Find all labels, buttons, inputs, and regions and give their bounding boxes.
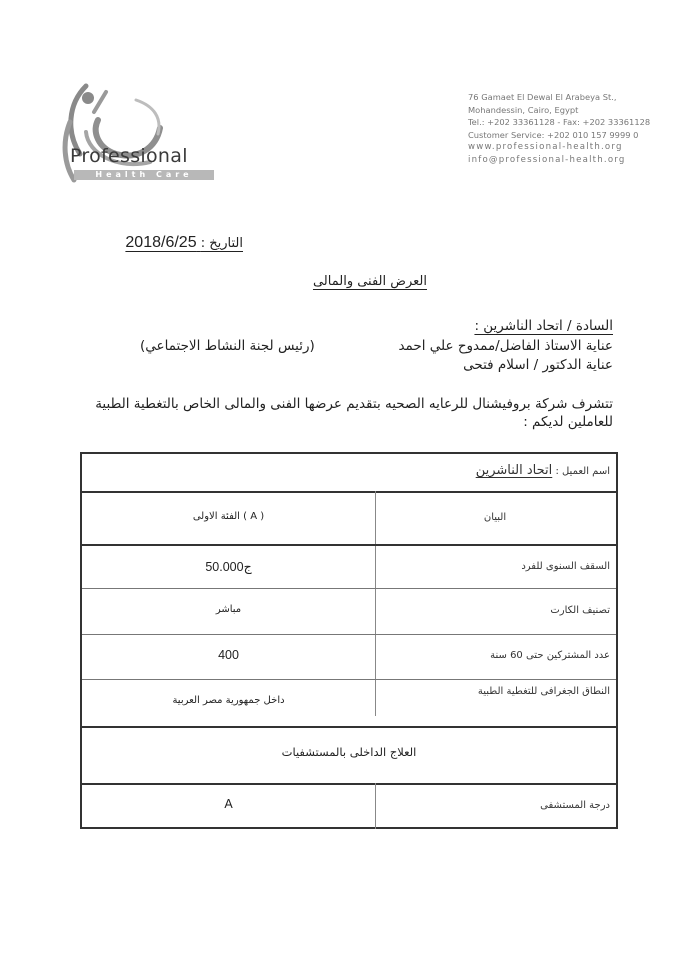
row-label-hospital-grade: درجة المستشفى <box>540 800 610 811</box>
intro-paragraph-line-2: للعاملين لديكم : <box>523 414 613 430</box>
date-value: 2018/6/25 <box>125 234 197 251</box>
header-item-label: البيان <box>483 512 507 523</box>
address-line-1: 76 Gamaet El Dewal El Arabeya St., <box>468 92 617 102</box>
row-divider <box>82 544 616 546</box>
row-value-subscribers: 400 <box>218 648 239 662</box>
offer-table <box>80 452 618 829</box>
addressee-person-1-role: (رئيس لجنة النشاط الاجتماعي) <box>140 338 315 354</box>
page-title: العرض الفنى والمالى <box>312 274 427 289</box>
row-divider <box>82 491 616 493</box>
row-label-geographic-scope: النطاق الجغرافى للتغطية الطبية <box>477 686 610 697</box>
client-name-cell <box>476 463 610 478</box>
email-link[interactable]: info@professional-health.org <box>468 154 626 165</box>
date-label: التاريخ : <box>200 236 243 251</box>
website-link[interactable]: www.professional-health.org <box>468 142 623 153</box>
addressee-line: السادة / اتحاد الناشرين : <box>474 318 613 334</box>
contact-block <box>468 91 698 167</box>
row-label-annual-cap: السقف السنوى للفرد <box>521 561 610 572</box>
row-divider <box>82 783 616 785</box>
row-label-card-type: تصنيف الكارت <box>550 605 610 616</box>
column-divider <box>375 783 376 829</box>
logo-wordmark: Professional <box>70 145 188 167</box>
row-divider <box>82 679 616 680</box>
date-line <box>125 234 243 252</box>
row-value-annual-cap: 50.000ج <box>205 560 252 574</box>
logo-subtitle: Health Care <box>74 170 214 180</box>
row-divider <box>82 726 616 728</box>
row-label-subscribers: عدد المشتركين حتى 60 سنة <box>490 650 610 661</box>
addressee-person-2: عناية الدكتور / اسلام فتحى <box>463 357 613 373</box>
client-name: اتحاد الناشرين <box>475 463 553 478</box>
row-value-hospital-grade: A <box>224 797 233 811</box>
address-line-2: Mohandessin, Cairo, Egypt <box>468 104 579 115</box>
row-value-geographic-scope: داخل جمهورية مصر العربية <box>172 695 285 706</box>
addressee-person-1: عناية الاستاذ الفاضل/ممدوح علي احمد <box>398 338 613 354</box>
intro-paragraph-line-1: تتشرف شركة بروفيشنال للرعايه الصحيه بتقديم عرضها الفنى والمالى الخاص بالتغطية الطبية <box>95 396 613 412</box>
row-value-card-type: مباشر <box>215 604 242 615</box>
column-divider <box>375 491 376 716</box>
row-divider <box>82 634 616 635</box>
header-category-label: الفئة الاولى ( A ) <box>192 511 265 522</box>
phone-fax: Tel.: +202 33361128 - Fax: +202 33361128 <box>468 117 651 128</box>
section-heading-inpatient: العلاج الداخلى بالمستشفيات <box>281 745 417 759</box>
client-label: اسم العميل : <box>555 466 610 477</box>
row-divider <box>82 588 616 589</box>
customer-service: Customer Service: +202 010 157 9999 0 <box>468 129 639 140</box>
